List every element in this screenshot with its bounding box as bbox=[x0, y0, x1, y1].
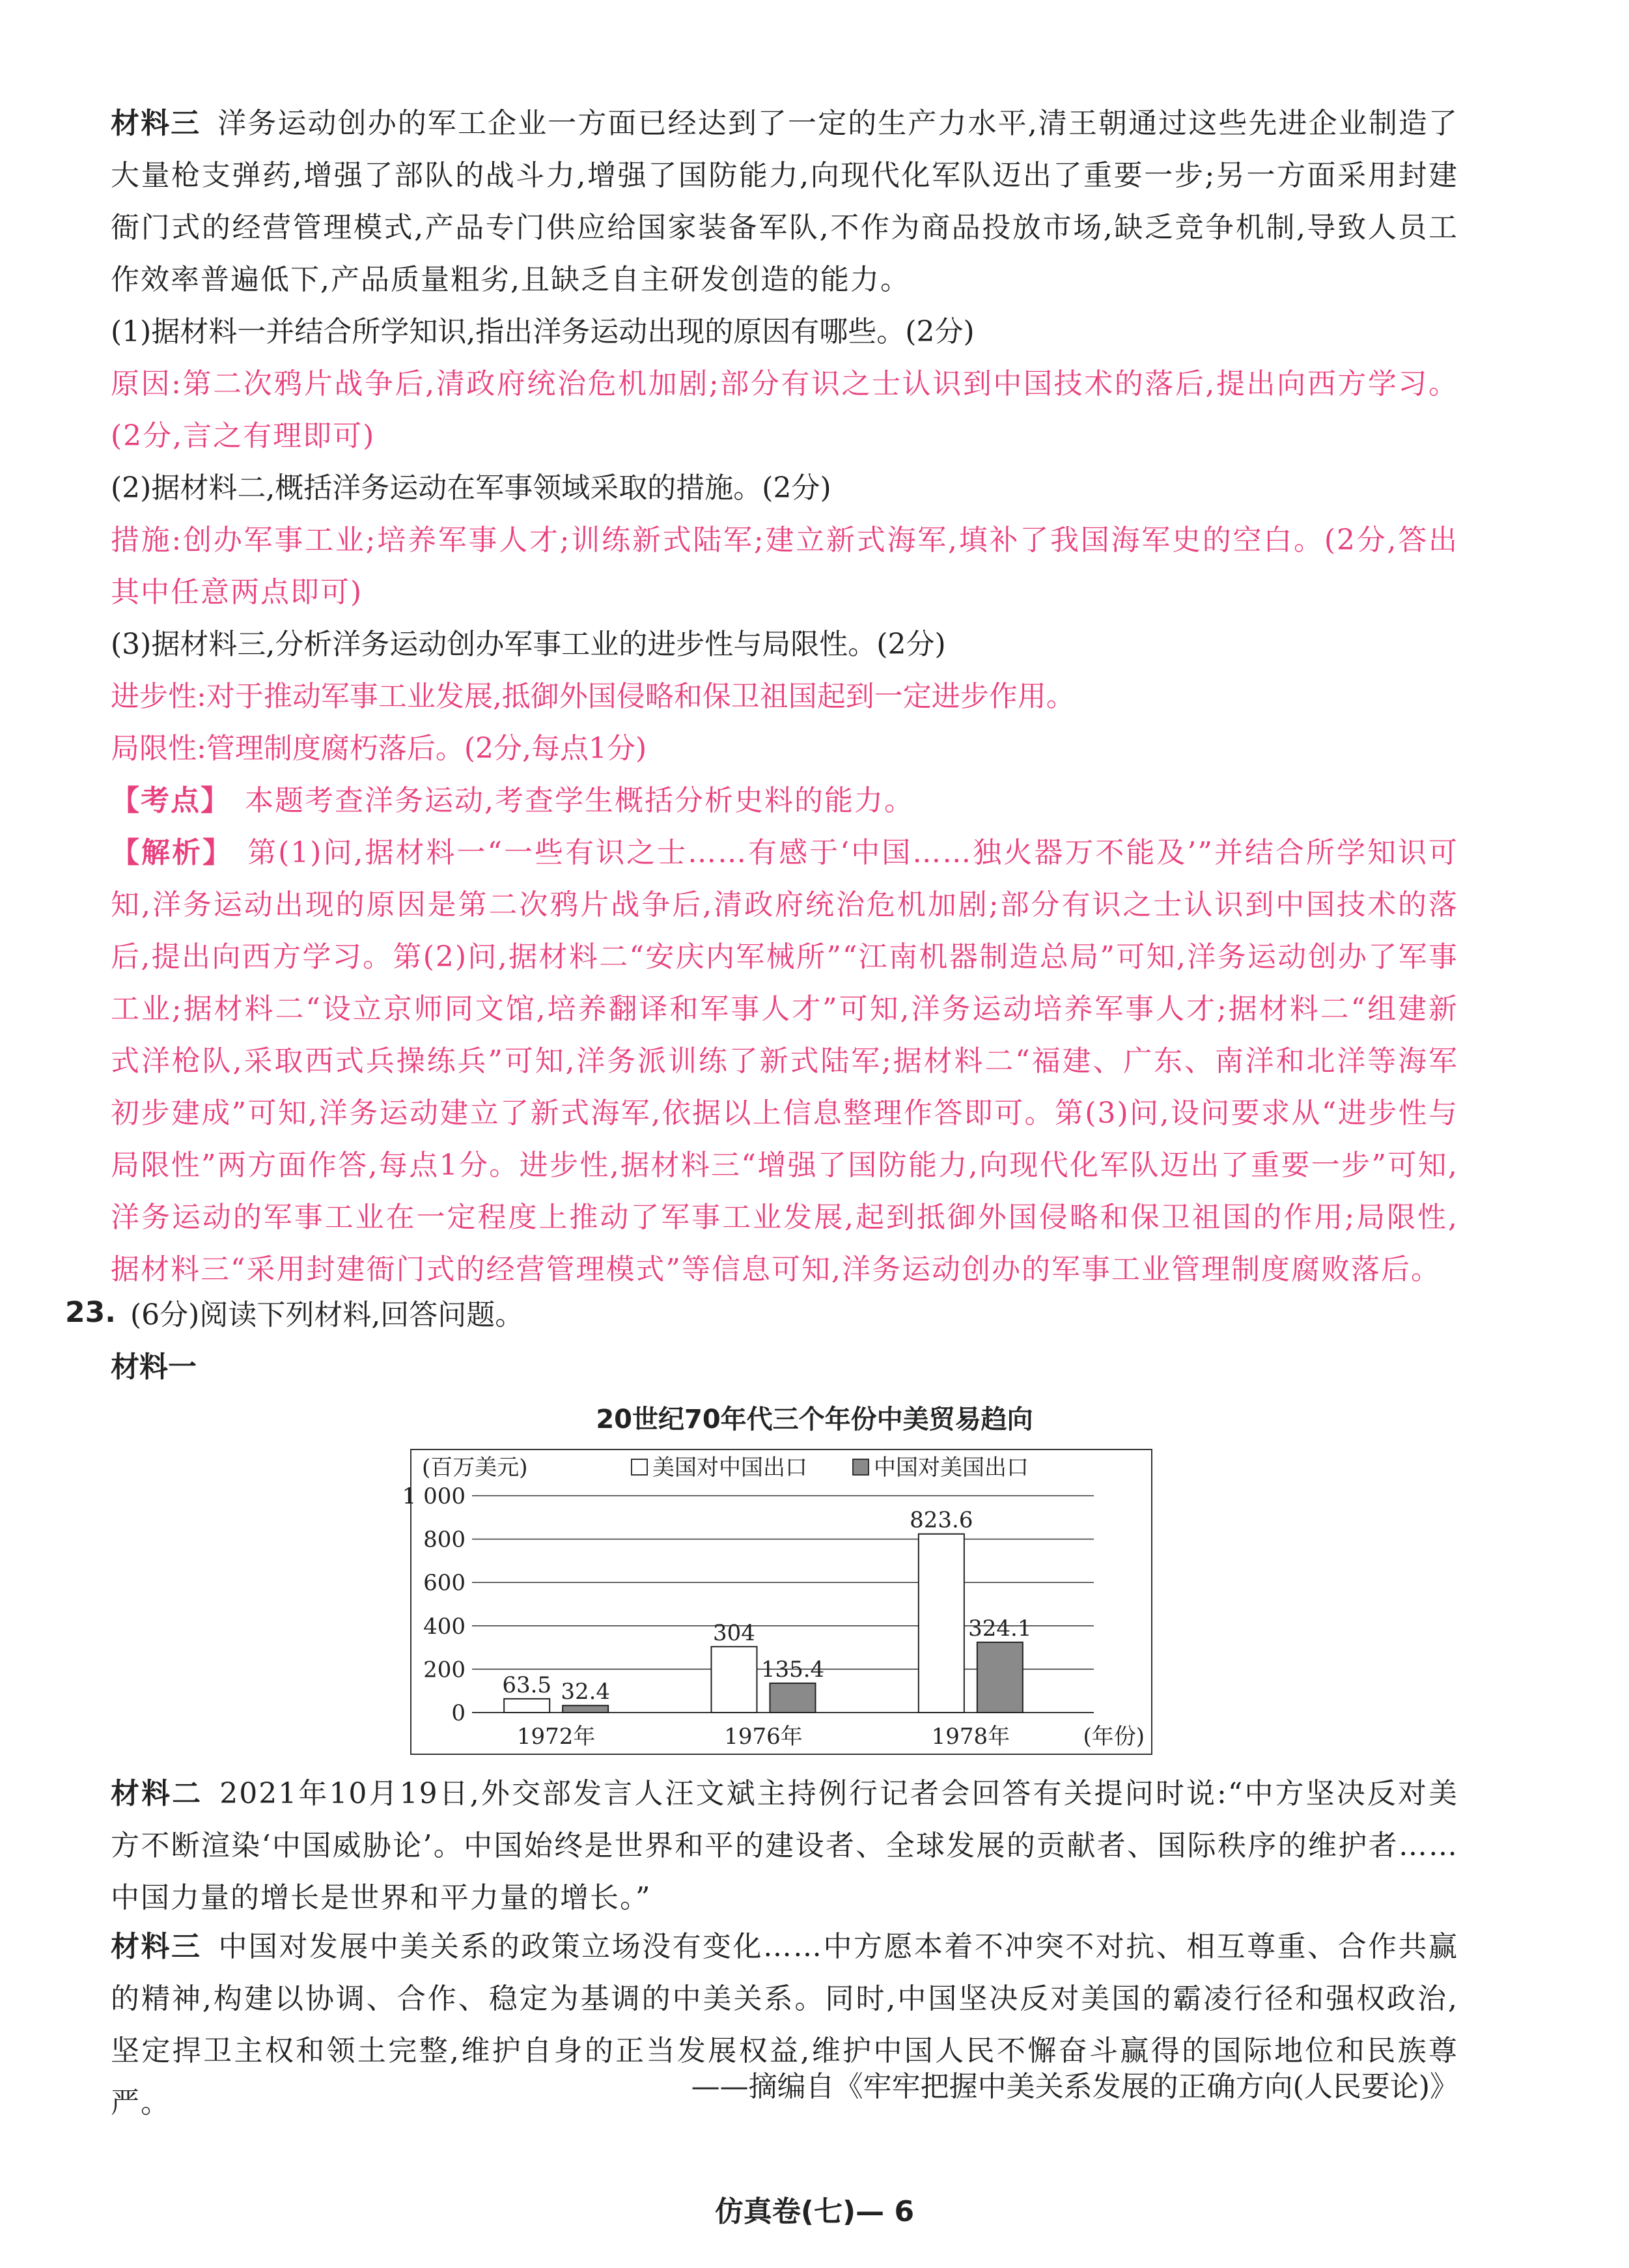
y-tick-label: 800 bbox=[423, 1526, 466, 1553]
kaodian-tag: 【考点】 bbox=[111, 784, 230, 817]
question-3 bbox=[111, 619, 1458, 775]
question-1-text: (1)据材料一并结合所学知识,指出洋务运动出现的原因有哪些。(2分) bbox=[111, 315, 975, 348]
bar-1-3 bbox=[919, 1534, 964, 1713]
data-label: 32.4 bbox=[561, 1679, 611, 1705]
material2-label: 材料二 bbox=[111, 1777, 203, 1810]
y-tick-label: 1 000 bbox=[402, 1483, 466, 1509]
material2-text: 2021年10月19日,外交部发言人汪文斌主持例行记者会回答有关提问时说:“中方坚决反对美方不断渲染‘中国威胁论’。中国始终是世界和平的建设者、全球发展的贡献者、国际秩序的维护者……中国力量的增长是世界和平力量的增长。” bbox=[111, 1777, 1458, 1914]
bar-1-2 bbox=[712, 1647, 757, 1713]
jiexi bbox=[111, 827, 1458, 1296]
question-3-answer-limit: 局限性:管理制度腐朽落后。(2分,每点1分) bbox=[111, 732, 647, 765]
question-1-answer: 原因:第二次鸦片战争后,清政府统治危机加剧;部分有识之士认识到中国技术的落后,提出向西方学习。(2分,言之有理即可) bbox=[111, 367, 1458, 453]
material3-text: 中国对发展中美关系的政策立场没有变化……中方愿本着不冲突不对抗、相互尊重、合作共赢的精神,构建以协调、合作、稳定为基调的中美关系。同时,中国坚决反对美国的霸凌行径和强权政治,坚定捍卫主权和领土完整,维护自身的正当发展权益,维护中国人民不懈奋斗赢得的国际地位和民族尊严。 bbox=[111, 1930, 1459, 2120]
material3-top-label: 材料三 bbox=[111, 107, 201, 140]
data-label: 63.5 bbox=[502, 1672, 552, 1698]
kaodian bbox=[111, 775, 1458, 827]
bar-1-1 bbox=[504, 1699, 550, 1713]
source-citation: ——摘编自《牢牢把握中美关系发展的正确方向(人民要论)》 bbox=[691, 2070, 1458, 2103]
chart-title: 20世纪70年代三个年份中美贸易趋向 bbox=[596, 1405, 1033, 1435]
bar-2-2 bbox=[770, 1683, 816, 1713]
y-tick-label: 600 bbox=[423, 1570, 466, 1597]
page-footer: 仿真卷(七)— 6 bbox=[714, 2195, 915, 2228]
data-label: 324.1 bbox=[968, 1616, 1032, 1642]
question-2-text: (2)据材料二,概括洋务运动在军事领域采取的措施。(2分) bbox=[111, 471, 831, 505]
question-1 bbox=[111, 306, 1458, 462]
material3-top-text: 洋务运动创办的军工企业一方面已经达到了一定的生产力水平,清王朝通过这些先进企业制造了大量枪支弹药,增强了部队的战斗力,增强了国防能力,向现代化军队迈出了重要一步;另一方面采用封建衙门式的经营管理模式,产品专门供应给国家装备军队,不作为商品投放市场,缺乏竞争机制,导致人员工作效率普遍低下,产品质量粗劣,且缺乏自主研发创造的能力。 bbox=[111, 107, 1459, 296]
x-axis-label: (年份) bbox=[1083, 1724, 1145, 1750]
question-23-number: 23. bbox=[65, 1296, 116, 1329]
material2 bbox=[111, 1768, 1458, 1924]
legend-label-1: 美国对中国出口 bbox=[652, 1455, 807, 1481]
data-label: 135.4 bbox=[760, 1656, 825, 1683]
y-tick-label: 0 bbox=[451, 1700, 466, 1726]
y-tick-label: 400 bbox=[423, 1613, 466, 1640]
jiexi-tag: 【解析】 bbox=[111, 836, 234, 869]
y-tick-label: 200 bbox=[423, 1657, 466, 1683]
question-2-answer: 措施:创办军事工业;培养军事人才;训练新式陆军;建立新式海军,填补了我国海军史的空白。(2分,答出其中任意两点即可) bbox=[111, 524, 1458, 609]
kaodian-text: 本题考查洋务运动,考查学生概括分析史料的能力。 bbox=[245, 784, 914, 817]
legend-swatch-1 bbox=[632, 1459, 647, 1475]
x-tick-label: 1978年 bbox=[931, 1724, 1010, 1750]
x-tick-label: 1972年 bbox=[516, 1724, 596, 1750]
y-axis-label: (百万美元) bbox=[422, 1455, 528, 1481]
data-label: 304 bbox=[713, 1619, 755, 1646]
bar-2-3 bbox=[977, 1642, 1023, 1713]
data-label: 823.6 bbox=[910, 1507, 973, 1533]
material3-label: 材料三 bbox=[111, 1930, 202, 1963]
material3-top bbox=[111, 98, 1458, 306]
legend-swatch-2 bbox=[853, 1459, 869, 1475]
jiexi-text: 第(1)问,据材料一“一些有识之士……有感于‘中国……独火器万不能及’”并结合所学知识可知,洋务运动出现的原因是第二次鸦片战争后,清政府统治危机加剧;部分有识之士认识到中国技术的落后,提出向西方学习。第(2)问,据材料二“安庆内军械所”“江南机器制造总局”可知,洋务运动创办了军事工业;据材料二“设立京师同文馆,培养翻译和军事人才”可知,洋务运动培养军事人才;据材料二“组建新式洋枪队,采取西式兵操练兵”可知,洋务派训练了新式陆军;据材料二“福建、广东、南洋和北洋等海军初步建成”可知,洋务运动建立了新式海军,依据以上信息整理作答即可。第(3)问,设问要求从“进步性与局限性”两方面作答,每点1分。进步性,据材料三“增强了国防能力,向现代化军队迈出了重要一步”可知,洋务运动的军事工业在一定程度上推动了军事工业发展,起到抵御外国侵略和保卫祖国的作用;局限性,据材料三“采用封建衙门式的经营管理模式”等信息可知,洋务运动创办的军事工业管理制度腐败落后。 bbox=[111, 836, 1458, 1286]
bar-2-1 bbox=[563, 1705, 608, 1713]
question-3-answer-progress: 进步性:对于推动军事工业发展,抵御外国侵略和保卫祖国起到一定进步作用。 bbox=[111, 680, 1075, 713]
trade-bar-chart bbox=[402, 1449, 1152, 1755]
question-23 bbox=[111, 1289, 1458, 1393]
trade-chart bbox=[402, 1449, 1152, 1755]
x-tick-label: 1976年 bbox=[724, 1724, 803, 1750]
question-23-text: (6分)阅读下列材料,回答问题。 bbox=[130, 1298, 524, 1332]
question-3-text: (3)据材料三,分析洋务运动创办军事工业的进步性与局限性。(2分) bbox=[111, 628, 946, 661]
question-2 bbox=[111, 462, 1458, 619]
legend-label-2: 中国对美国出口 bbox=[874, 1455, 1029, 1481]
material1-label: 材料一 bbox=[111, 1351, 197, 1384]
